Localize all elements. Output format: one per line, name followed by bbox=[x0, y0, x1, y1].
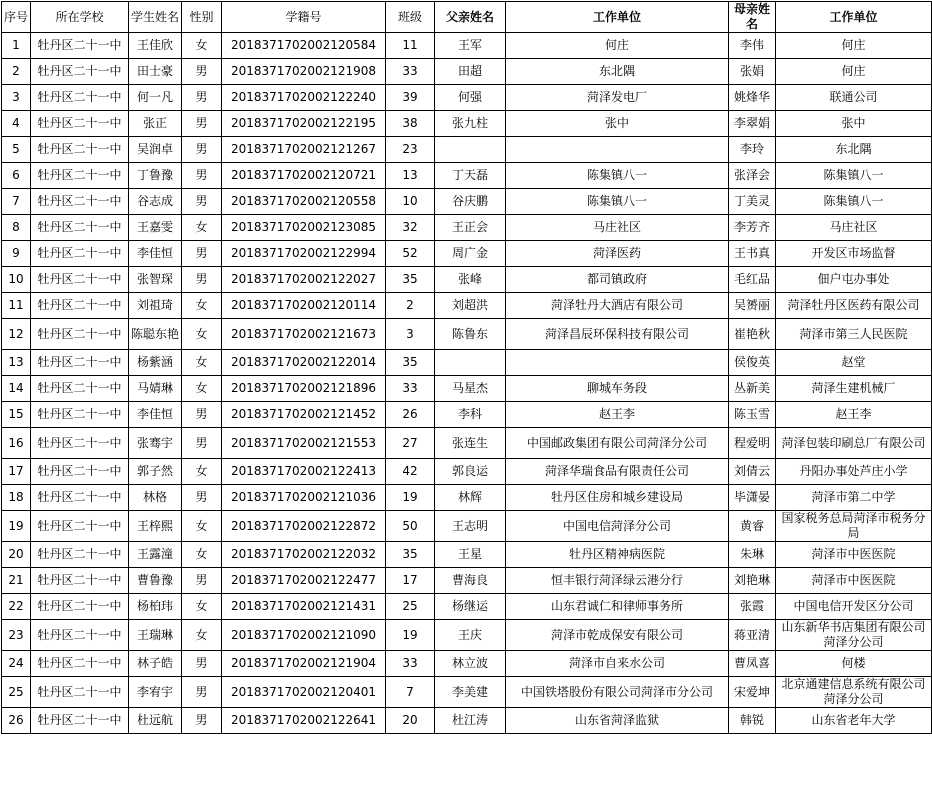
cell-father-employer: 张中 bbox=[506, 111, 729, 137]
cell-index: 15 bbox=[2, 402, 31, 428]
cell-school: 牡丹区二十一中 bbox=[31, 677, 129, 708]
table-row bbox=[2, 215, 932, 241]
cell-class: 35 bbox=[386, 542, 435, 568]
cell-class: 27 bbox=[386, 428, 435, 459]
cell-father-name: 谷庆鹏 bbox=[435, 189, 506, 215]
cell-index: 25 bbox=[2, 677, 31, 708]
table-row bbox=[2, 677, 932, 708]
cell-student-name: 田士豪 bbox=[129, 59, 182, 85]
cell-index: 9 bbox=[2, 241, 31, 267]
cell-index: 4 bbox=[2, 111, 31, 137]
cell-class: 32 bbox=[386, 215, 435, 241]
cell-student-name: 李佳恒 bbox=[129, 402, 182, 428]
cell-gender: 男 bbox=[182, 677, 222, 708]
cell-class: 25 bbox=[386, 594, 435, 620]
cell-mother-name: 毛红品 bbox=[729, 267, 776, 293]
cell-mother-employer: 山东省老年大学 bbox=[776, 708, 932, 734]
cell-father-employer: 何庄 bbox=[506, 33, 729, 59]
table-row bbox=[2, 85, 932, 111]
cell-mother-name: 黄睿 bbox=[729, 511, 776, 542]
header-mother-name: 母亲姓名 bbox=[729, 2, 776, 33]
cell-father-name: 张连生 bbox=[435, 428, 506, 459]
cell-index: 22 bbox=[2, 594, 31, 620]
cell-school: 牡丹区二十一中 bbox=[31, 59, 129, 85]
cell-father-employer: 恒丰银行菏泽绿云港分行 bbox=[506, 568, 729, 594]
cell-school: 牡丹区二十一中 bbox=[31, 428, 129, 459]
cell-mother-name: 姚烽华 bbox=[729, 85, 776, 111]
cell-school: 牡丹区二十一中 bbox=[31, 376, 129, 402]
cell-index: 13 bbox=[2, 350, 31, 376]
cell-gender: 男 bbox=[182, 485, 222, 511]
cell-mother-employer: 何庄 bbox=[776, 59, 932, 85]
cell-mother-name: 侯俊英 bbox=[729, 350, 776, 376]
cell-father-employer: 聊城车务段 bbox=[506, 376, 729, 402]
cell-student-name: 王瑞琳 bbox=[129, 620, 182, 651]
cell-mother-employer: 张中 bbox=[776, 111, 932, 137]
table-row bbox=[2, 319, 932, 350]
cell-mother-employer: 佃户屯办事处 bbox=[776, 267, 932, 293]
cell-student-id: 2018371702002120114 bbox=[222, 293, 386, 319]
cell-index: 3 bbox=[2, 85, 31, 111]
cell-gender: 女 bbox=[182, 459, 222, 485]
cell-mother-employer: 联通公司 bbox=[776, 85, 932, 111]
cell-student-name: 杜远航 bbox=[129, 708, 182, 734]
cell-student-id: 2018371702002120584 bbox=[222, 33, 386, 59]
cell-student-id: 2018371702002122872 bbox=[222, 511, 386, 542]
table-row bbox=[2, 459, 932, 485]
cell-student-id: 2018371702002122477 bbox=[222, 568, 386, 594]
student-table bbox=[1, 1, 932, 734]
cell-father-employer bbox=[506, 137, 729, 163]
cell-student-id: 2018371702002121036 bbox=[222, 485, 386, 511]
cell-father-employer: 山东省菏泽监狱 bbox=[506, 708, 729, 734]
cell-index: 1 bbox=[2, 33, 31, 59]
cell-father-name: 何强 bbox=[435, 85, 506, 111]
table-row bbox=[2, 594, 932, 620]
cell-father-employer: 山东君诚仁和律师事务所 bbox=[506, 594, 729, 620]
cell-student-name: 何一凡 bbox=[129, 85, 182, 111]
cell-father-name: 周广金 bbox=[435, 241, 506, 267]
header-class: 班级 bbox=[386, 2, 435, 33]
header-index: 序号 bbox=[2, 2, 31, 33]
cell-student-name: 张正 bbox=[129, 111, 182, 137]
cell-class: 20 bbox=[386, 708, 435, 734]
cell-index: 17 bbox=[2, 459, 31, 485]
cell-mother-employer: 何楼 bbox=[776, 651, 932, 677]
cell-mother-name: 丁美灵 bbox=[729, 189, 776, 215]
cell-school: 牡丹区二十一中 bbox=[31, 33, 129, 59]
cell-father-name bbox=[435, 350, 506, 376]
table-row bbox=[2, 651, 932, 677]
cell-school: 牡丹区二十一中 bbox=[31, 511, 129, 542]
cell-father-employer: 菏泽昌辰环保科技有限公司 bbox=[506, 319, 729, 350]
cell-father-name: 刘超洪 bbox=[435, 293, 506, 319]
cell-father-employer: 菏泽牡丹大酒店有限公司 bbox=[506, 293, 729, 319]
cell-student-name: 王露潼 bbox=[129, 542, 182, 568]
cell-gender: 女 bbox=[182, 376, 222, 402]
cell-school: 牡丹区二十一中 bbox=[31, 594, 129, 620]
cell-class: 39 bbox=[386, 85, 435, 111]
table-row bbox=[2, 402, 932, 428]
cell-school: 牡丹区二十一中 bbox=[31, 267, 129, 293]
cell-gender: 男 bbox=[182, 568, 222, 594]
cell-father-name: 马星杰 bbox=[435, 376, 506, 402]
header-mother-employer: 工作单位 bbox=[776, 2, 932, 33]
cell-father-name: 丁天磊 bbox=[435, 163, 506, 189]
cell-gender: 女 bbox=[182, 594, 222, 620]
cell-mother-employer: 菏泽市第三人民医院 bbox=[776, 319, 932, 350]
cell-gender: 女 bbox=[182, 620, 222, 651]
cell-class: 23 bbox=[386, 137, 435, 163]
table-row bbox=[2, 59, 932, 85]
cell-mother-name: 朱琳 bbox=[729, 542, 776, 568]
cell-gender: 女 bbox=[182, 542, 222, 568]
cell-mother-name: 张泽会 bbox=[729, 163, 776, 189]
cell-class: 7 bbox=[386, 677, 435, 708]
cell-student-id: 2018371702002122994 bbox=[222, 241, 386, 267]
cell-father-name: 杨继运 bbox=[435, 594, 506, 620]
cell-mother-employer: 国家税务总局菏泽市税务分局 bbox=[776, 511, 932, 542]
cell-student-id: 2018371702002121267 bbox=[222, 137, 386, 163]
cell-school: 牡丹区二十一中 bbox=[31, 85, 129, 111]
cell-student-name: 杨柏玮 bbox=[129, 594, 182, 620]
cell-father-employer: 中国铁塔股份有限公司菏泽市分公司 bbox=[506, 677, 729, 708]
cell-mother-name: 李翠娟 bbox=[729, 111, 776, 137]
cell-gender: 男 bbox=[182, 402, 222, 428]
cell-index: 16 bbox=[2, 428, 31, 459]
cell-index: 6 bbox=[2, 163, 31, 189]
cell-student-name: 刘祖琦 bbox=[129, 293, 182, 319]
cell-student-name: 谷志成 bbox=[129, 189, 182, 215]
cell-father-employer: 陈集镇八一 bbox=[506, 163, 729, 189]
cell-class: 52 bbox=[386, 241, 435, 267]
cell-student-id: 2018371702002120558 bbox=[222, 189, 386, 215]
cell-index: 11 bbox=[2, 293, 31, 319]
cell-gender: 女 bbox=[182, 33, 222, 59]
cell-father-employer: 菏泽发电厂 bbox=[506, 85, 729, 111]
cell-father-name: 张九柱 bbox=[435, 111, 506, 137]
cell-gender: 女 bbox=[182, 319, 222, 350]
cell-student-name: 马婧琳 bbox=[129, 376, 182, 402]
cell-mother-name: 吴赟丽 bbox=[729, 293, 776, 319]
table-row bbox=[2, 293, 932, 319]
cell-student-id: 2018371702002121904 bbox=[222, 651, 386, 677]
cell-student-id: 2018371702002122240 bbox=[222, 85, 386, 111]
cell-father-name: 李科 bbox=[435, 402, 506, 428]
cell-class: 33 bbox=[386, 376, 435, 402]
cell-school: 牡丹区二十一中 bbox=[31, 708, 129, 734]
table-row bbox=[2, 511, 932, 542]
cell-student-id: 2018371702002121431 bbox=[222, 594, 386, 620]
cell-mother-employer: 马庄社区 bbox=[776, 215, 932, 241]
cell-father-employer bbox=[506, 350, 729, 376]
cell-student-name: 吴润卓 bbox=[129, 137, 182, 163]
cell-father-employer: 牡丹区精神病医院 bbox=[506, 542, 729, 568]
cell-class: 35 bbox=[386, 350, 435, 376]
cell-mother-name: 程爱明 bbox=[729, 428, 776, 459]
cell-index: 14 bbox=[2, 376, 31, 402]
cell-index: 21 bbox=[2, 568, 31, 594]
cell-mother-employer: 何庄 bbox=[776, 33, 932, 59]
cell-gender: 女 bbox=[182, 511, 222, 542]
table-row bbox=[2, 33, 932, 59]
header-gender: 性别 bbox=[182, 2, 222, 33]
cell-school: 牡丹区二十一中 bbox=[31, 241, 129, 267]
cell-school: 牡丹区二十一中 bbox=[31, 568, 129, 594]
cell-father-employer: 中国邮政集团有限公司菏泽分公司 bbox=[506, 428, 729, 459]
cell-father-name: 王军 bbox=[435, 33, 506, 59]
cell-class: 35 bbox=[386, 267, 435, 293]
cell-student-name: 张智琛 bbox=[129, 267, 182, 293]
cell-mother-employer: 陈集镇八一 bbox=[776, 163, 932, 189]
cell-father-employer: 中国电信菏泽分公司 bbox=[506, 511, 729, 542]
cell-class: 19 bbox=[386, 620, 435, 651]
cell-index: 12 bbox=[2, 319, 31, 350]
cell-mother-employer: 菏泽市中医医院 bbox=[776, 568, 932, 594]
cell-school: 牡丹区二十一中 bbox=[31, 319, 129, 350]
cell-class: 38 bbox=[386, 111, 435, 137]
cell-father-name: 田超 bbox=[435, 59, 506, 85]
cell-mother-name: 刘倩云 bbox=[729, 459, 776, 485]
cell-student-id: 2018371702002122027 bbox=[222, 267, 386, 293]
cell-mother-employer: 赵王李 bbox=[776, 402, 932, 428]
cell-mother-name: 曹凤喜 bbox=[729, 651, 776, 677]
cell-mother-employer: 陈集镇八一 bbox=[776, 189, 932, 215]
cell-gender: 男 bbox=[182, 241, 222, 267]
table-body bbox=[2, 33, 932, 734]
cell-father-name: 曹海良 bbox=[435, 568, 506, 594]
cell-student-id: 2018371702002121452 bbox=[222, 402, 386, 428]
cell-mother-employer: 菏泽市中医医院 bbox=[776, 542, 932, 568]
cell-mother-employer: 丹阳办事处芦庄小学 bbox=[776, 459, 932, 485]
cell-school: 牡丹区二十一中 bbox=[31, 485, 129, 511]
cell-student-id: 2018371702002122413 bbox=[222, 459, 386, 485]
cell-mother-name: 丛新美 bbox=[729, 376, 776, 402]
cell-mother-employer: 开发区市场监督 bbox=[776, 241, 932, 267]
cell-mother-name: 蒋亚清 bbox=[729, 620, 776, 651]
cell-gender: 男 bbox=[182, 111, 222, 137]
cell-father-name: 王星 bbox=[435, 542, 506, 568]
cell-student-id: 2018371702002122014 bbox=[222, 350, 386, 376]
cell-gender: 男 bbox=[182, 85, 222, 111]
cell-index: 8 bbox=[2, 215, 31, 241]
cell-class: 50 bbox=[386, 511, 435, 542]
cell-mother-employer: 菏泽包装印刷总厂有限公司 bbox=[776, 428, 932, 459]
cell-index: 7 bbox=[2, 189, 31, 215]
cell-student-id: 2018371702002121553 bbox=[222, 428, 386, 459]
header-father-name: 父亲姓名 bbox=[435, 2, 506, 33]
cell-father-name: 林辉 bbox=[435, 485, 506, 511]
cell-gender: 男 bbox=[182, 428, 222, 459]
cell-father-name: 陈鲁东 bbox=[435, 319, 506, 350]
cell-student-name: 王佳欣 bbox=[129, 33, 182, 59]
table-row bbox=[2, 111, 932, 137]
cell-gender: 女 bbox=[182, 293, 222, 319]
cell-gender: 男 bbox=[182, 267, 222, 293]
cell-mother-name: 张娟 bbox=[729, 59, 776, 85]
header-student-id: 学籍号 bbox=[222, 2, 386, 33]
cell-mother-name: 王书真 bbox=[729, 241, 776, 267]
cell-father-employer: 东北隅 bbox=[506, 59, 729, 85]
cell-father-employer: 菏泽市乾成保安有限公司 bbox=[506, 620, 729, 651]
table-row bbox=[2, 189, 932, 215]
cell-student-name: 曹鲁豫 bbox=[129, 568, 182, 594]
cell-class: 33 bbox=[386, 59, 435, 85]
cell-student-id: 2018371702002121908 bbox=[222, 59, 386, 85]
cell-school: 牡丹区二十一中 bbox=[31, 111, 129, 137]
cell-student-id: 2018371702002120721 bbox=[222, 163, 386, 189]
cell-mother-name: 韩锐 bbox=[729, 708, 776, 734]
cell-student-id: 2018371702002120401 bbox=[222, 677, 386, 708]
cell-mother-name: 李伟 bbox=[729, 33, 776, 59]
table-row bbox=[2, 241, 932, 267]
table-row bbox=[2, 350, 932, 376]
cell-student-name: 陈聪东艳 bbox=[129, 319, 182, 350]
cell-class: 10 bbox=[386, 189, 435, 215]
cell-student-id: 2018371702002122641 bbox=[222, 708, 386, 734]
cell-gender: 男 bbox=[182, 59, 222, 85]
cell-school: 牡丹区二十一中 bbox=[31, 542, 129, 568]
cell-school: 牡丹区二十一中 bbox=[31, 459, 129, 485]
cell-index: 18 bbox=[2, 485, 31, 511]
cell-student-name: 丁鲁豫 bbox=[129, 163, 182, 189]
table-row bbox=[2, 137, 932, 163]
cell-school: 牡丹区二十一中 bbox=[31, 163, 129, 189]
cell-mother-name: 毕潇晏 bbox=[729, 485, 776, 511]
cell-gender: 男 bbox=[182, 137, 222, 163]
cell-student-id: 2018371702002121896 bbox=[222, 376, 386, 402]
cell-mother-name: 李芳齐 bbox=[729, 215, 776, 241]
cell-class: 2 bbox=[386, 293, 435, 319]
cell-student-name: 张骞宇 bbox=[129, 428, 182, 459]
cell-mother-name: 崔艳秋 bbox=[729, 319, 776, 350]
cell-father-name bbox=[435, 137, 506, 163]
cell-student-name: 李佳恒 bbox=[129, 241, 182, 267]
table-row bbox=[2, 267, 932, 293]
table-row bbox=[2, 376, 932, 402]
cell-father-employer: 赵王李 bbox=[506, 402, 729, 428]
cell-father-employer: 牡丹区住房和城乡建设局 bbox=[506, 485, 729, 511]
cell-father-name: 郭良运 bbox=[435, 459, 506, 485]
cell-student-name: 李宥宇 bbox=[129, 677, 182, 708]
cell-mother-name: 宋爱坤 bbox=[729, 677, 776, 708]
header-school: 所在学校 bbox=[31, 2, 129, 33]
cell-index: 10 bbox=[2, 267, 31, 293]
cell-school: 牡丹区二十一中 bbox=[31, 189, 129, 215]
table-row bbox=[2, 568, 932, 594]
cell-gender: 女 bbox=[182, 350, 222, 376]
cell-index: 26 bbox=[2, 708, 31, 734]
cell-student-id: 2018371702002121673 bbox=[222, 319, 386, 350]
cell-student-name: 王嘉雯 bbox=[129, 215, 182, 241]
cell-father-name: 李美建 bbox=[435, 677, 506, 708]
cell-school: 牡丹区二十一中 bbox=[31, 402, 129, 428]
cell-student-name: 林子皓 bbox=[129, 651, 182, 677]
table-row bbox=[2, 708, 932, 734]
cell-mother-employer: 中国电信开发区分公司 bbox=[776, 594, 932, 620]
cell-student-name: 杨紫涵 bbox=[129, 350, 182, 376]
cell-index: 2 bbox=[2, 59, 31, 85]
cell-index: 5 bbox=[2, 137, 31, 163]
table-row bbox=[2, 163, 932, 189]
cell-father-employer: 陈集镇八一 bbox=[506, 189, 729, 215]
cell-mother-employer: 山东新华书店集团有限公司菏泽分公司 bbox=[776, 620, 932, 651]
cell-class: 26 bbox=[386, 402, 435, 428]
cell-school: 牡丹区二十一中 bbox=[31, 137, 129, 163]
cell-father-name: 王正会 bbox=[435, 215, 506, 241]
cell-mother-employer: 菏泽市第二中学 bbox=[776, 485, 932, 511]
cell-school: 牡丹区二十一中 bbox=[31, 620, 129, 651]
cell-father-employer: 菏泽市自来水公司 bbox=[506, 651, 729, 677]
cell-student-id: 2018371702002121090 bbox=[222, 620, 386, 651]
cell-class: 33 bbox=[386, 651, 435, 677]
cell-gender: 男 bbox=[182, 651, 222, 677]
cell-father-name: 杜江涛 bbox=[435, 708, 506, 734]
cell-index: 20 bbox=[2, 542, 31, 568]
cell-index: 24 bbox=[2, 651, 31, 677]
cell-school: 牡丹区二十一中 bbox=[31, 350, 129, 376]
table-row bbox=[2, 485, 932, 511]
cell-student-id: 2018371702002123085 bbox=[222, 215, 386, 241]
header-student-name: 学生姓名 bbox=[129, 2, 182, 33]
cell-class: 3 bbox=[386, 319, 435, 350]
cell-class: 13 bbox=[386, 163, 435, 189]
cell-mother-name: 陈玉雪 bbox=[729, 402, 776, 428]
cell-mother-employer: 菏泽生建机械厂 bbox=[776, 376, 932, 402]
table-row bbox=[2, 620, 932, 651]
cell-father-employer: 马庄社区 bbox=[506, 215, 729, 241]
cell-mother-employer: 赵堂 bbox=[776, 350, 932, 376]
cell-mother-employer: 菏泽牡丹区医药有限公司 bbox=[776, 293, 932, 319]
cell-student-name: 王梓熙 bbox=[129, 511, 182, 542]
cell-mother-employer: 北京通建信息系统有限公司菏泽分公司 bbox=[776, 677, 932, 708]
cell-school: 牡丹区二十一中 bbox=[31, 651, 129, 677]
cell-gender: 男 bbox=[182, 189, 222, 215]
cell-father-name: 林立波 bbox=[435, 651, 506, 677]
cell-father-name: 王庆 bbox=[435, 620, 506, 651]
cell-mother-employer: 东北隅 bbox=[776, 137, 932, 163]
cell-father-name: 张峰 bbox=[435, 267, 506, 293]
cell-father-employer: 菏泽华瑞食品有限责任公司 bbox=[506, 459, 729, 485]
cell-school: 牡丹区二十一中 bbox=[31, 293, 129, 319]
header-row bbox=[2, 2, 932, 33]
cell-index: 19 bbox=[2, 511, 31, 542]
cell-mother-name: 刘艳琳 bbox=[729, 568, 776, 594]
cell-student-id: 2018371702002122195 bbox=[222, 111, 386, 137]
cell-class: 17 bbox=[386, 568, 435, 594]
cell-gender: 男 bbox=[182, 163, 222, 189]
cell-student-id: 2018371702002122032 bbox=[222, 542, 386, 568]
table-row bbox=[2, 542, 932, 568]
cell-student-name: 林格 bbox=[129, 485, 182, 511]
cell-father-employer: 菏泽医药 bbox=[506, 241, 729, 267]
cell-gender: 男 bbox=[182, 708, 222, 734]
cell-gender: 女 bbox=[182, 215, 222, 241]
cell-mother-name: 李玲 bbox=[729, 137, 776, 163]
header-father-employer: 工作单位 bbox=[506, 2, 729, 33]
cell-student-name: 郭子然 bbox=[129, 459, 182, 485]
cell-school: 牡丹区二十一中 bbox=[31, 215, 129, 241]
cell-class: 11 bbox=[386, 33, 435, 59]
cell-class: 42 bbox=[386, 459, 435, 485]
cell-class: 19 bbox=[386, 485, 435, 511]
table-row bbox=[2, 428, 932, 459]
cell-father-employer: 都司镇政府 bbox=[506, 267, 729, 293]
cell-father-name: 王志明 bbox=[435, 511, 506, 542]
cell-mother-name: 张霞 bbox=[729, 594, 776, 620]
cell-index: 23 bbox=[2, 620, 31, 651]
